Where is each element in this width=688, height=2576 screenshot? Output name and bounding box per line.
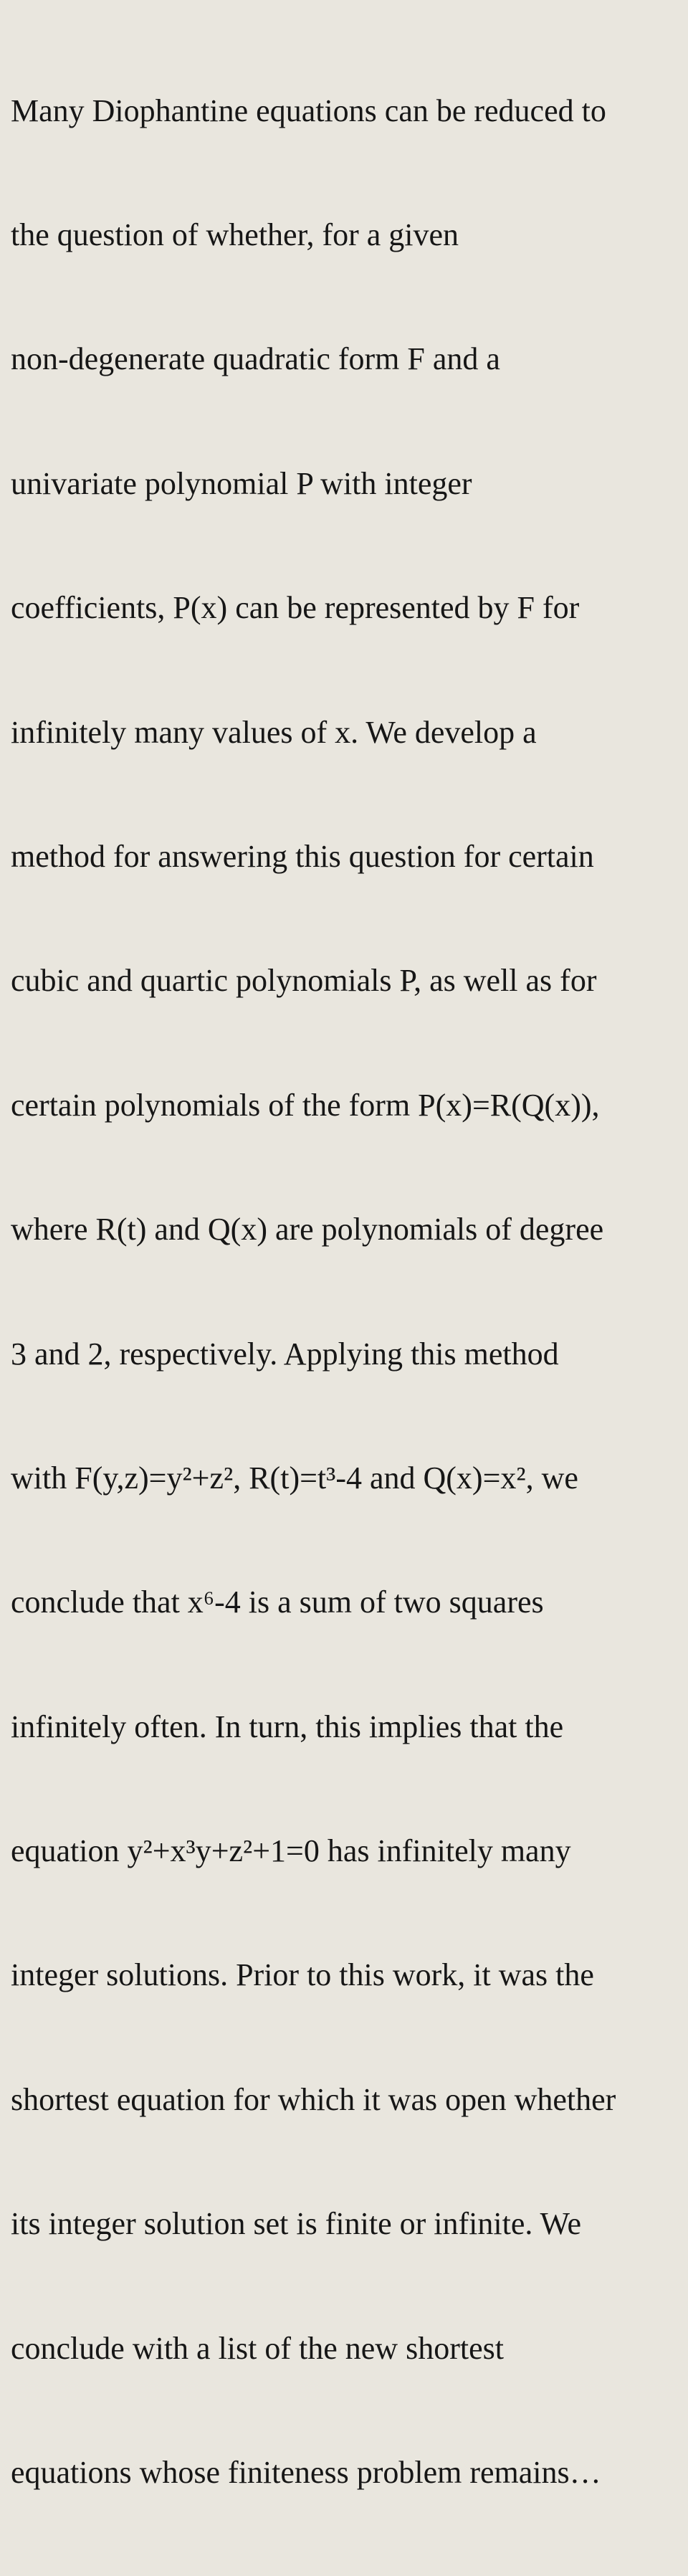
- text-line: its integer solution set is finite or infinite. We: [11, 2206, 582, 2242]
- text-line: cubic and quartic polynomials P, as well as for: [11, 963, 597, 999]
- text-line: univariate polynomial P with integer: [11, 465, 472, 501]
- text-line: certain polynomials of the form P(x)=R(Q(x)),: [11, 1087, 600, 1123]
- text-line: integer solutions. Prior to this work, it was the: [11, 1957, 594, 1993]
- text-line: with F(y,z)=y²+z², R(t)=t³-4 and Q(x)=x², we: [11, 1460, 578, 1496]
- text-line: conclude that x⁶-4 is a sum of two squares: [11, 1584, 544, 1620]
- abstract-text: [11, 7, 678, 2576]
- text-line: Many Diophantine equations can be reduced to: [11, 92, 606, 128]
- text-line: where R(t) and Q(x) are polynomials of degree: [11, 1212, 604, 1247]
- text-line: infinitely often. In turn, this implies that the: [11, 1708, 564, 1744]
- text-line: the question of whether, for a given: [11, 217, 459, 252]
- text-line: 3 and 2, respectively. Applying this method: [11, 1336, 559, 1372]
- text-line: equation y²+x³y+z²+1=0 has infinitely many: [11, 1833, 571, 1869]
- text-line: non-degenerate quadratic form F and a: [11, 341, 500, 377]
- text-line: coefficients, P(x) can be represented by F for: [11, 590, 580, 626]
- text-line: method for answering this question for certain: [11, 838, 594, 874]
- text-line: conclude with a list of the new shortest: [11, 2330, 504, 2366]
- text-line: infinitely many values of x. We develop a: [11, 714, 537, 750]
- text-line: equations whose finiteness problem remains…: [11, 2455, 601, 2491]
- text-line: shortest equation for which it was open whether: [11, 2081, 616, 2117]
